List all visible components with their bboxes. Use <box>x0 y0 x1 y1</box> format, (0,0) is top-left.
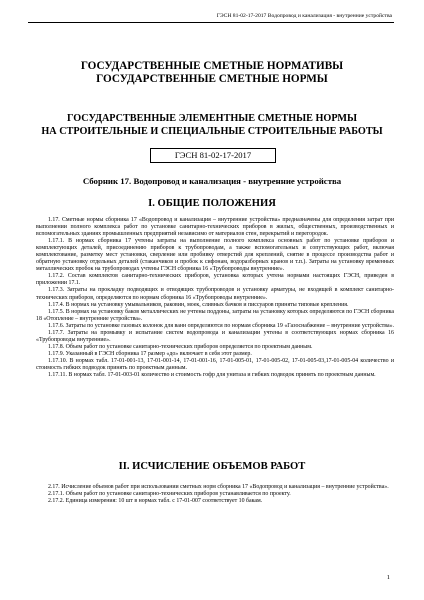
paragraph: 1.17.3. Затраты на прокладку подводящих и отводящих трубопроводов и установку арматуры, не входящей в комплект санитарно-технических приборов, определяются по нормам сборника 16 «Трубопроводы внутренние». <box>36 287 394 301</box>
paragraph: 1.17.8. Объем работ по установке санитарно-технических приборов определяется по проектным данным. <box>48 343 313 350</box>
document-code: ГЭСН 81-02-17-2017 <box>150 148 276 163</box>
paragraph: 1.17.1. В нормах сборника 17 учтены затраты на выполнение полного комплекса основных работ по установке приборов и комплектующих деталей, присоединению приборов к трубопроводам, а также вспомогательных и сопутствующих работ, включая комплектование, разметку мест установки, сверление или пробивку отверстий для креплений, снятие в процессе производства работ и обратную установку отдельных деталей (стаканчиков и пробок к сифонам, водоразборных кранов и т.п.). Затраты на установку временных металлических пробок на трубопроводах учтены ГЭСН сборника 16 «Трубопроводы внутренние». <box>36 238 394 273</box>
paragraph: 1.17.7. Затраты на промывку и испытание систем водопровода и канализации учтены в соответствующих нормах сборника 16 «Трубопроводы внутренние». <box>36 329 394 343</box>
paragraph: 2.17. Исчисление объемов работ при использовании сметных норм сборника 17 «Водопровод и канализация – внутренние устройства». <box>48 484 389 490</box>
subtitle <box>28 113 396 138</box>
paragraph: 1.17. Сметные нормы сборника 17 «Водопровод и канализация – внутренние устройства» предназначены для определения затрат при выполнении полного комплекса работ по установке санитарно-технических приборов в жилых, общественных, производственных и вспомогательных зданиях промышленных предприятий независимо от материалов стен, перекрытий и перегородок. <box>36 217 394 238</box>
running-header: ГЭСН 81-02-17-2017 Водопровод и канализация - внутренние устройства <box>216 13 392 19</box>
paragraph: 1.17.4. В нормах на установку умывальников, раковин, моек, сливных бачков и писсуаров приняты типовые крепления. <box>48 301 349 308</box>
collection-title: Сборник 17. Водопровод и канализация - внутренние устройства <box>82 176 342 186</box>
main-title-line: ГОСУДАРСТВЕННЫЕ СМЕТНЫЕ НОРМЫ <box>96 73 328 85</box>
page-number: 1 <box>386 574 390 581</box>
section-heading: I. ОБЩИЕ ПОЛОЖЕНИЯ <box>148 198 276 209</box>
paragraph: 2.17.1. Объем работ по установке санитарно-технических приборов устанавливается по проекту. <box>48 491 291 498</box>
paragraph: 1.17.6. Затраты по установке газовых колонок для ванн определяются по нормам сборника 19 «Газоснабжение – внутренние устройства». <box>48 322 394 329</box>
paragraph: 1.17.11. В нормах табл. 17-01-003-01 количество и стоимость гофр для унитаза и гибких подводок принять по проектным данным. <box>48 372 376 379</box>
paragraph: 1.17.5. В нормах на установку баков металлических не учтены поддоны, затраты на установку которых определяются по ГЭСН сборника 18 «Отопление – внутренние устройства». <box>36 308 394 322</box>
section-body <box>36 484 394 505</box>
paragraph: 1.17.10. В нормах табл. 17-01-001-13, 17-01-001-14, 17-01-001-16, 17-01-005-01, 17-01-005-02, 17-01-005-03,17-01-005-04 количество и стоимость гибких подводок принять по проектным данным. <box>36 357 394 371</box>
subtitle-line: НА СТРОИТЕЛЬНЫЕ И СПЕЦИАЛЬНЫЕ СТРОИТЕЛЬНЫЕ РАБОТЫ <box>41 125 383 137</box>
main-title-line: ГОСУДАРСТВЕННЫЕ СМЕТНЫЕ НОРМАТИВЫ <box>80 60 344 72</box>
paragraph: 1.17.2. Состав комплектов санитарно-технических приборов, установка которых учтена нормами настоящих ГЭСН, приведен в приложении 17.1. <box>36 273 394 287</box>
header-rule <box>28 22 394 23</box>
paragraph: 1.17.9. Указанный в ГЭСН сборника 17 размер «до» включает в себя этот размер. <box>48 350 252 357</box>
main-title <box>28 60 396 86</box>
paragraph: 2.17.2. Единица измерения: 10 шт в нормах табл. с 17-01-007 соответствует 10 бакам. <box>48 498 263 505</box>
subtitle-line: ГОСУДАРСТВЕННЫЕ ЭЛЕМЕНТНЫЕ СМЕТНЫЕ НОРМЫ <box>67 113 357 124</box>
section-heading: II. ИСЧИСЛЕНИЕ ОБЪЕМОВ РАБОТ <box>118 461 306 472</box>
section-body <box>36 217 394 379</box>
